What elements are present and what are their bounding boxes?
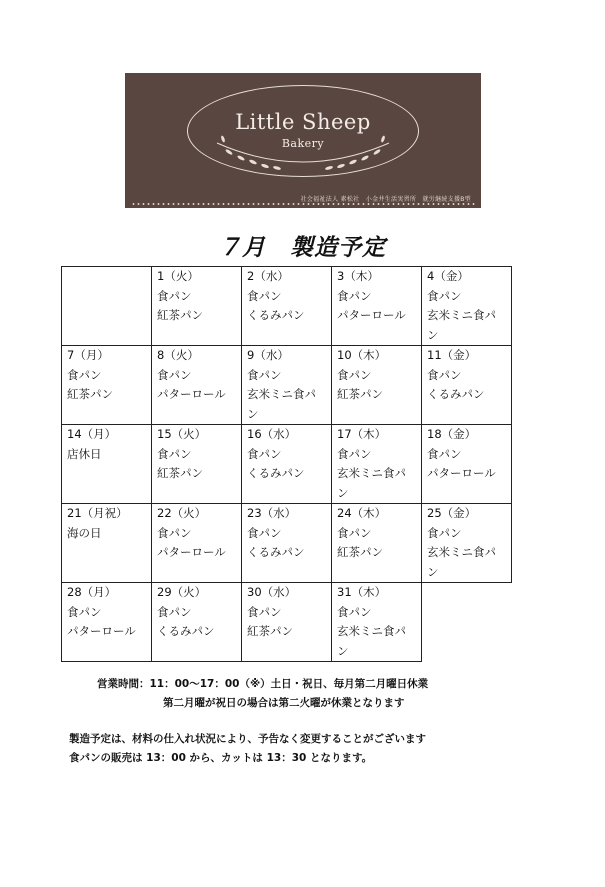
calendar-item-text: 食パン — [67, 604, 102, 619]
calendar-item-text: 玄米ミニ食パ — [427, 308, 496, 322]
calendar-item-text: 食パン — [337, 525, 372, 540]
calendar-day-cell — [62, 425, 152, 504]
calendar-date-label: 15（火） — [157, 427, 207, 441]
calendar-item-text: 食パン — [247, 446, 282, 461]
calendar-week-row — [62, 425, 512, 504]
calendar-item-text: 紅茶パン — [157, 308, 203, 322]
calendar-day-cell — [332, 425, 422, 504]
calendar-item-text: くるみパン — [247, 545, 305, 559]
calendar-day-cell — [62, 504, 152, 583]
calendar-item-text: パターロール — [427, 466, 496, 480]
calendar-item-text: くるみパン — [247, 466, 305, 480]
calendar-item-text: 食パン — [337, 446, 372, 461]
calendar-item-text: ン — [337, 643, 349, 658]
calendar-date-label: 17（木） — [337, 427, 387, 441]
calendar-item-text: パターロール — [157, 387, 226, 401]
calendar-date-label: 30（水） — [247, 585, 297, 599]
calendar-item-text: 食パン — [427, 367, 462, 382]
calendar-item-text: 玄米ミニ食パ — [427, 545, 496, 559]
logo-subtitle: Bakery — [281, 137, 325, 150]
calendar-date-label: 22（火） — [157, 506, 207, 520]
calendar-item-text: 店休日 — [67, 446, 102, 461]
calendar-item-text: 食パン — [157, 288, 192, 303]
calendar-day-cell — [62, 583, 152, 662]
page-title: ７月 製造予定 — [218, 235, 386, 261]
calendar-date-label: 11（金） — [427, 348, 477, 362]
holiday-rule-note: 第二月曜が祝日の場合は第二火曜が休業となります — [163, 697, 405, 709]
calendar-item-text: 玄米ミニ食パ — [247, 387, 316, 401]
calendar-date-label: 31（木） — [337, 585, 387, 599]
calendar-item-text: 食パン — [337, 604, 372, 619]
calendar-date-label: 18（金） — [427, 427, 477, 441]
bakery-logo-banner — [125, 73, 481, 208]
calendar-item-text: 紅茶パン — [67, 387, 113, 401]
calendar-item-text: 食パン — [157, 604, 192, 619]
calendar-item-text: 紅茶パン — [337, 387, 383, 401]
calendar-date-label: 4（金） — [427, 269, 469, 283]
calendar-date-label: 21（月祝） — [67, 506, 128, 520]
calendar-item-text: 食パン — [247, 288, 282, 303]
calendar-item-text: ン — [427, 327, 439, 342]
calendar-week-row — [62, 583, 512, 662]
calendar-date-label: 24（木） — [337, 506, 387, 520]
calendar-day-cell — [152, 267, 242, 346]
calendar-week-row — [62, 504, 512, 583]
calendar-item-text: パターロール — [157, 545, 226, 559]
logo-organization-text: 社会福祉法人 素松社 小金井生活実習所 就労継続支援B型 — [300, 196, 471, 203]
calendar-item-text: パターロール — [67, 624, 136, 638]
calendar-item-text: 食パン — [247, 604, 282, 619]
logo-dotted-divider — [131, 203, 475, 205]
calendar-date-label: 10（木） — [337, 348, 387, 362]
calendar-date-label: 9（水） — [247, 348, 289, 362]
calendar-item-text: パターロール — [337, 308, 406, 322]
calendar-date-label: 8（火） — [157, 348, 199, 362]
calendar-day-cell — [332, 583, 422, 662]
calendar-blank-cell — [422, 583, 512, 662]
calendar-day-cell — [332, 267, 422, 346]
calendar-day-cell — [242, 425, 332, 504]
calendar-day-cell — [152, 425, 242, 504]
calendar-week-row — [62, 267, 512, 346]
calendar-date-label: 3（木） — [337, 269, 379, 283]
calendar-item-text: ン — [427, 564, 439, 579]
calendar-date-label: 7（月） — [67, 348, 109, 362]
calendar-item-text: 食パン — [157, 525, 192, 540]
calendar-item-text: 食パン — [157, 446, 192, 461]
calendar-item-text: 食パン — [247, 367, 282, 382]
calendar-item-text: 玄米ミニ食パ — [337, 466, 406, 480]
logo-title: Little Sheep — [235, 110, 371, 134]
calendar-date-label: 14（月） — [67, 427, 117, 441]
calendar-day-cell — [242, 346, 332, 425]
calendar-date-label: 2（水） — [247, 269, 289, 283]
calendar-day-cell — [242, 504, 332, 583]
calendar-day-cell — [332, 504, 422, 583]
calendar-item-text: ン — [247, 406, 259, 421]
calendar-day-cell — [152, 583, 242, 662]
calendar-item-text: ン — [337, 485, 349, 500]
calendar-day-cell — [62, 267, 152, 346]
calendar-date-label: 16（水） — [247, 427, 297, 441]
sales-time-note: 食パンの販売は 13：00 から、カットは 13：30 となります。 — [69, 752, 373, 764]
calendar-item-text: くるみパン — [427, 387, 485, 401]
calendar-day-cell — [242, 267, 332, 346]
calendar-item-text: 紅茶パン — [247, 624, 293, 638]
calendar-day-cell — [152, 504, 242, 583]
calendar-date-label: 23（水） — [247, 506, 297, 520]
calendar-item-text: くるみパン — [157, 624, 215, 638]
notes-section — [0, 675, 605, 768]
calendar-item-text: 紅茶パン — [157, 466, 203, 480]
business-hours-note: 営業時間：11：00～17：00（※）土日・祝日、毎月第二月曜日休業 — [97, 678, 429, 690]
calendar-item-text: 食パン — [427, 446, 462, 461]
calendar-day-cell — [332, 346, 422, 425]
schedule-change-note: 製造予定は、材料の仕入れ状況により、予告なく変更することがございます — [69, 733, 426, 745]
calendar-date-label: 28（月） — [67, 585, 117, 599]
calendar-week-row — [62, 346, 512, 425]
calendar-item-text: 食パン — [427, 288, 462, 303]
calendar-item-text: 食パン — [427, 525, 462, 540]
calendar-date-label: 25（金） — [427, 506, 477, 520]
calendar-item-text: 食パン — [337, 288, 372, 303]
calendar-item-text: 紅茶パン — [337, 545, 383, 559]
calendar-day-cell — [242, 583, 332, 662]
calendar-date-label: 1（火） — [157, 269, 199, 283]
calendar-item-text: 食パン — [247, 525, 282, 540]
calendar-day-cell — [152, 346, 242, 425]
calendar-item-text: 玄米ミニ食パ — [337, 624, 406, 638]
calendar-day-cell — [422, 425, 512, 504]
calendar-date-label: 29（火） — [157, 585, 207, 599]
calendar-day-cell — [422, 267, 512, 346]
calendar-item-text: 食パン — [157, 367, 192, 382]
calendar-item-text: くるみパン — [247, 308, 305, 322]
calendar-day-cell — [422, 346, 512, 425]
calendar-item-text: 食パン — [67, 367, 102, 382]
calendar-day-cell — [62, 346, 152, 425]
production-calendar — [61, 266, 512, 662]
calendar-item-text: 海の日 — [67, 525, 102, 540]
calendar-item-text: 食パン — [337, 367, 372, 382]
calendar-day-cell — [422, 504, 512, 583]
